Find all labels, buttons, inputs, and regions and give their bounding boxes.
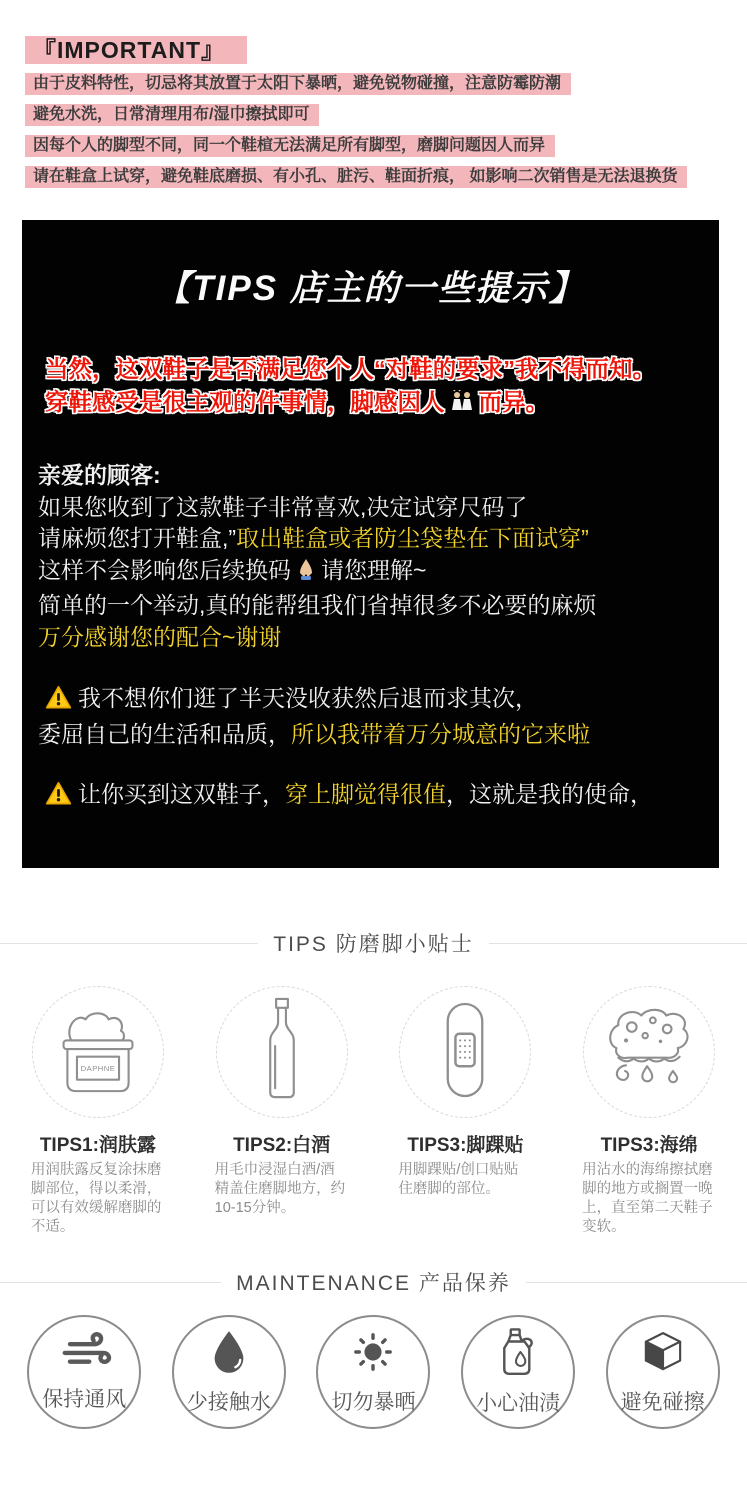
important-note-line: 由于皮料特性，切忌将其放置于太阳下暴晒，避免锐物碰撞，注意防霉防潮 <box>25 73 571 95</box>
divider-line <box>0 943 258 944</box>
tip-title: TIPS1:润肤露 <box>39 1135 156 1156</box>
red-notice-line: 当然，这双鞋子是否满足您个人“对鞋的要求”我不得而知。 <box>45 356 656 382</box>
maintenance-label: 避免碰擦 <box>620 1391 705 1414</box>
tips-section-title: TIPS 防磨脚小贴士 <box>273 933 474 956</box>
divider-line <box>489 943 747 944</box>
maintenance-circle <box>27 1315 141 1429</box>
wine-bottle-icon <box>262 997 302 1108</box>
warning-line: 让你买到这双鞋子，穿上脚觉得很值，这就是我的使命， <box>38 778 653 814</box>
tip-title: TIPS2:白酒 <box>233 1135 331 1156</box>
important-title: 『IMPORTANT』 <box>25 36 247 64</box>
maintenance-item-water <box>157 1315 302 1429</box>
tips-panel-title: 【TIPS 店主的一些提示】 <box>155 269 586 308</box>
message-line: 这样不会影响您后续换码 请您理解~ <box>38 555 596 591</box>
tips-items-row <box>0 986 747 1237</box>
red-notice-line: 穿鞋感受是很主观的件事情，脚感因人 而异。 <box>45 386 656 423</box>
sun-icon <box>349 1328 397 1381</box>
tip-item-sponge <box>557 986 741 1237</box>
tip-item-liquor <box>190 986 374 1237</box>
important-note-line: 因每个人的脚型不同，同一个鞋楦无法满足所有脚型，磨脚问题因人而异 <box>25 135 555 157</box>
important-note-line: 避免水洗，日常清理用布/湿巾擦拭即可 <box>25 104 319 126</box>
warning-icon <box>45 781 72 814</box>
divider-line <box>526 1282 747 1283</box>
maintenance-circle <box>461 1315 575 1429</box>
dashed-circle <box>216 986 348 1118</box>
greeting-line: 亲爱的顾客: <box>38 462 161 488</box>
important-notes-section <box>0 0 747 188</box>
tip-item-lotion <box>6 986 190 1237</box>
maintenance-label: 少接触水 <box>186 1391 271 1414</box>
dashed-circle <box>399 986 531 1118</box>
maintenance-label: 保持通风 <box>42 1388 127 1411</box>
tip-description: 用润肤露反复涂抹磨脚部位，得以柔滑，可以有效缓解磨脚的不适。 <box>30 1162 162 1235</box>
ankle-bandage-icon <box>442 999 488 1106</box>
owner-message-block <box>38 460 596 653</box>
warning-line: 委屈自己的生活和品质，所以我带着万分城意的它来啦 <box>38 721 590 747</box>
message-line-thanks: 万分感谢您的配合~谢谢 <box>38 623 282 650</box>
tip-title: TIPS3:海绵 <box>600 1135 698 1156</box>
red-notice-block <box>45 353 656 423</box>
dancing-women-emoji <box>449 390 475 423</box>
maintenance-item-oil <box>446 1315 591 1429</box>
message-line: 如果您收到了这款鞋子非常喜欢,决定试穿尺码了 <box>38 493 528 520</box>
cube-icon <box>639 1328 687 1381</box>
folded-hands-emoji <box>295 558 317 591</box>
tips-section-header <box>0 928 747 958</box>
divider-line <box>0 1282 221 1283</box>
message-line: 请麻烦您打开鞋盒,”取出鞋盒或者防尘袋垫在下面试穿” <box>38 525 589 551</box>
message-line: 简单的一个举动,真的能帮组我们省掉很多不必要的麻烦 <box>38 592 597 618</box>
important-note-line: 请在鞋盒上试穿，避免鞋底磨损、有小孔、脏污、鞋面折痕， 如影响二次销售是无法退换货 <box>25 166 687 188</box>
maintenance-circle <box>172 1315 286 1429</box>
maintenance-section-title: MAINTENANCE 产品保养 <box>236 1272 511 1295</box>
warning-line: 我不想你们逛了半天没收获然后退而求其次， <box>38 682 653 718</box>
maintenance-circle <box>606 1315 720 1429</box>
maintenance-circle <box>316 1315 430 1429</box>
tip-item-bandage <box>374 986 558 1237</box>
maintenance-section-header <box>0 1267 747 1297</box>
maintenance-label: 切勿暴晒 <box>331 1391 416 1414</box>
warning-icon <box>45 685 72 718</box>
store-owner-tips-panel <box>22 220 719 868</box>
maintenance-item-sun <box>301 1315 446 1429</box>
sponge-icon <box>603 1006 695 1099</box>
tip-title: TIPS3:脚踝贴 <box>407 1135 524 1156</box>
svg-text:DAPHNE: DAPHNE <box>80 1063 116 1073</box>
tip-description: 用脚踝贴/创口贴贴住磨脚的部位。 <box>398 1162 519 1197</box>
tip-description: 用沾水的海绵擦拭磨脚的地方或搁置一晚上，直至第二天鞋子变软。 <box>582 1162 713 1235</box>
maintenance-label: 小心油渍 <box>476 1392 561 1415</box>
dashed-circle <box>32 986 164 1118</box>
wind-icon <box>56 1331 112 1378</box>
dashed-circle <box>583 986 715 1118</box>
oil-bottle-icon <box>495 1327 541 1382</box>
tip-description: 用毛巾浸湿白酒/酒精盖住磨脚地方，约10-15分钟。 <box>214 1162 346 1216</box>
maintenance-item-bump <box>590 1315 735 1429</box>
maintenance-items-row <box>0 1315 747 1429</box>
maintenance-item-ventilation <box>12 1315 157 1429</box>
warning-block <box>38 682 653 814</box>
cream-jar-icon <box>54 1004 142 1101</box>
water-drop-icon <box>209 1328 249 1381</box>
